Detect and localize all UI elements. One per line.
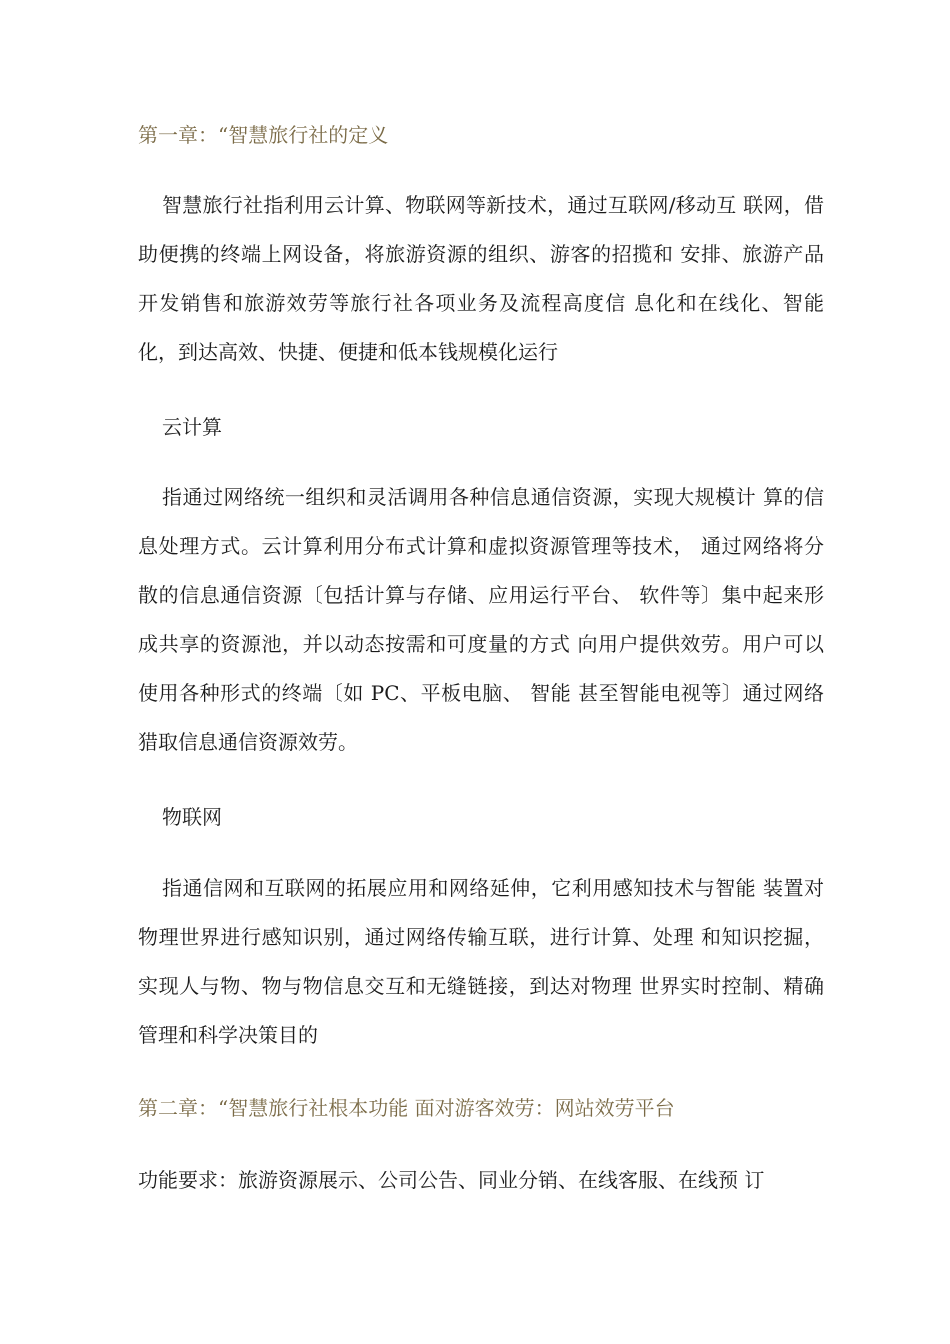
chapter-2-heading: 第二章：“智慧旅行社根本功能 面对游客效劳：网站效劳平台 [138, 1096, 675, 1120]
iot-heading: 物联网 [162, 805, 222, 829]
intro-paragraph: 智慧旅行社指利用云计算、物联网等新技术，通过互联网/移动互 联网，借助便携的终端上网设备，将旅游资源的组织、游客的招揽和 安排、旅游产品开发销售和旅游效劳等旅行社各项业务及流程高度信 息化和在线化、智能化，到达高效、快捷、便捷和低本钱规模化运行 [138, 193, 824, 364]
cloud-computing-paragraph: 指通过网络统一组织和灵活调用各种信息通信资源，实现大规模计 算的信息处理方式。云计算利用分布式计算和虚拟资源管理等技术， 通过网络将分散的信息通信资源〔包括计算与存储、应用运行平台、 软件等〕集中起来形成共享的资源池，并以动态按需和可度量的方式 向用户提供效劳。用户可以使用各种形式的终端〔如 PC、平板电脑、 智能 甚至智能电视等〕通过网络猎取信息通信资源效劳。 [138, 485, 824, 754]
function-requirements-line: 功能要求：旅游资源展示、公司公告、同业分销、在线客服、在线预 订 [138, 1168, 765, 1192]
cloud-computing-heading: 云计算 [162, 415, 222, 439]
iot-paragraph: 指通信网和互联网的拓展应用和网络延伸，它利用感知技术与智能 装置对物理世界进行感知识别，通过网络传输互联，进行计算、处理 和知识挖掘，实现人与物、物与物信息交互和无缝链接，到达对物理 世界实时控制、精确管理和科学决策目的 [138, 876, 824, 1047]
chapter-1-heading: 第一章：“智慧旅行社的定义 [138, 123, 389, 147]
